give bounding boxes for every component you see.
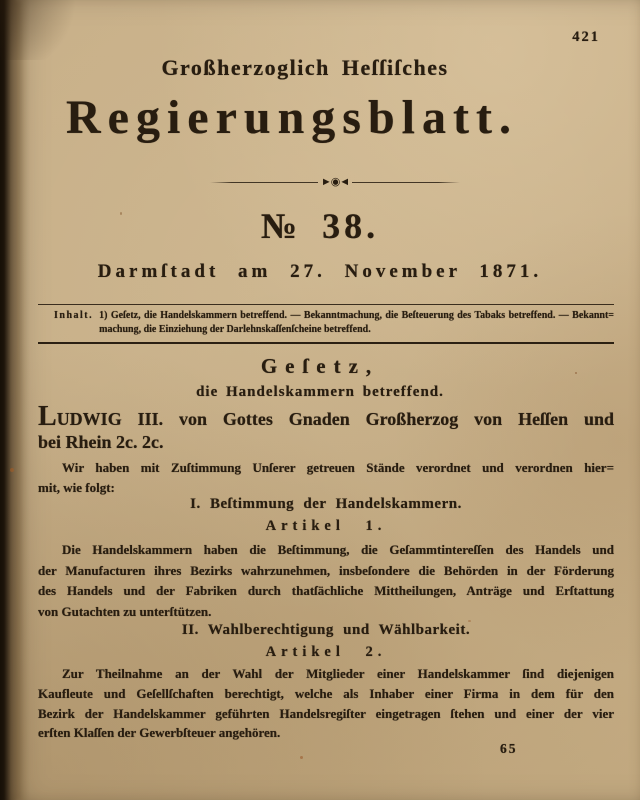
- text-line: des Handels und der Fabriken durch thatſächliche Mittheilungen, Anträge und Erſtattung: [38, 583, 614, 598]
- text-line: bei Rhein 2c. 2c.: [38, 432, 164, 452]
- text-line: mit, wie folgt:: [38, 479, 115, 495]
- page-content: [38, 0, 614, 800]
- issue-number: № 38.: [260, 206, 380, 246]
- signature-mark: 65: [500, 741, 518, 756]
- masthead-kicker: Großherzoglich Heſſiſches: [161, 55, 449, 80]
- page-number: 421: [572, 29, 600, 45]
- article-1-text: [38, 540, 614, 622]
- law-heading: Geſetz,: [260, 354, 380, 378]
- law-preamble: [38, 458, 614, 497]
- divider-line: [352, 182, 460, 183]
- text-line: Die Handelskammern haben die Beſtimmung, die Geſammtintereſſen des Handels und: [62, 542, 614, 557]
- text-line: von Gutachten zu unterſtützen.: [38, 603, 212, 619]
- ornamental-divider: [210, 176, 460, 188]
- law-subheading: die Handelskammern betreffend.: [196, 384, 444, 400]
- paper-speck: [10, 468, 14, 472]
- article-2-heading: Artikel 2.: [265, 644, 387, 660]
- article-1-heading: Artikel 1.: [265, 518, 387, 534]
- divider-ornament-icon: ►◉◄: [320, 176, 350, 188]
- section-1-heading: I. Beſtimmung der Handelskammern.: [190, 496, 462, 512]
- text-line: LUDWIG III. von Gottes Gnaden Großherzog von Heſſen und: [38, 401, 614, 432]
- contents-text: [99, 309, 614, 337]
- dateline: Darmſtadt am 27. November 1871.: [97, 261, 543, 282]
- contents-label: Inhalt.: [54, 310, 94, 321]
- table-of-contents: [38, 304, 614, 344]
- text-line: Wir haben mit Zuſtimmung Unſerer getreuen Stände verordnet und verordnen hier=: [62, 460, 614, 475]
- divider-line: [210, 182, 318, 183]
- section-2-heading: II. Wahlberechtigung und Wählbarkeit.: [181, 622, 471, 638]
- text-line: erſten Klaſſen der Gewerbſteuer angehören.: [38, 725, 281, 741]
- text-line: Zur Theilnahme an der Wahl der Mitglieder einer Handelskammer ſind diejenigen: [62, 666, 614, 681]
- text-line: 1) Geſetz, die Handelskammern betreffend. — Bekanntmachung, die Beſteuerung des Tabaks betreffend. — Bekannt=: [99, 310, 614, 321]
- text-line: machung, die Einziehung der Darlehnskaſſenſcheine betreffend.: [99, 324, 371, 335]
- text-line: Bezirk der Handelskammer geführten Handelsregiſter eingetragen ſtehen und einer der vier: [38, 705, 614, 721]
- masthead-title: Regierungsblatt.: [66, 91, 518, 144]
- text-line: Kaufleute und Geſellſchaften berechtigt, welche als Inhaber einer Firma in dem für den: [38, 685, 614, 701]
- article-2-text: [38, 664, 614, 743]
- text-line: der Manufacturen ihres Bezirks wahrzunehmen, insbeſondere die Behörden in der Förderung: [38, 562, 614, 578]
- paper-crease: [13, 0, 23, 800]
- royal-intitulation: [38, 401, 614, 454]
